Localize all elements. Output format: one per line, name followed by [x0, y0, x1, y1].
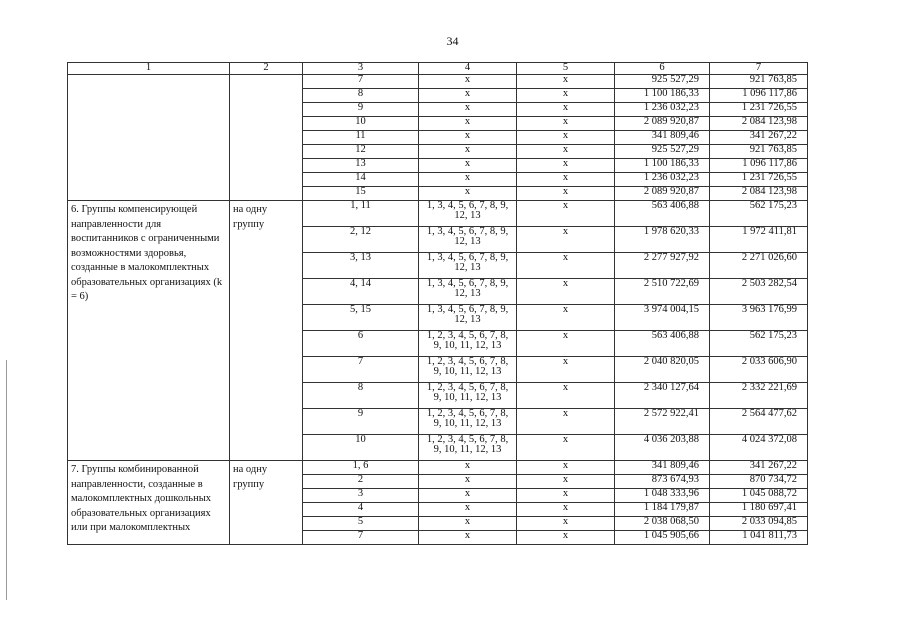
table-row — [68, 201, 808, 227]
col4-cell: 1, 2, 3, 4, 5, 6, 7, 8, 9, 10, 11, 12, 13 — [419, 383, 517, 409]
col7-value-cell: 2 564 477,62 — [710, 409, 808, 435]
col6-value-cell: 873 674,93 — [615, 475, 710, 489]
col5-cell: x — [517, 173, 615, 187]
col6-value-cell: 2 277 927,92 — [615, 253, 710, 279]
col5-cell: x — [517, 331, 615, 357]
col3-cell: 9 — [303, 409, 419, 435]
col3-cell: 14 — [303, 173, 419, 187]
col7-value-cell: 1 096 117,86 — [710, 89, 808, 103]
col6-value-cell: 1 236 032,23 — [615, 103, 710, 117]
col7-value-cell: 2 033 094,85 — [710, 517, 808, 531]
col6-value-cell: 563 406,88 — [615, 201, 710, 227]
col6-value-cell: 2 340 127,64 — [615, 383, 710, 409]
col3-cell: 4, 14 — [303, 279, 419, 305]
col4-cell: 1, 3, 4, 5, 6, 7, 8, 9, 12, 13 — [419, 227, 517, 253]
col6-value-cell: 2 089 920,87 — [615, 187, 710, 201]
col5-cell: x — [517, 89, 615, 103]
col3-cell: 12 — [303, 145, 419, 159]
col6-value-cell: 341 809,46 — [615, 461, 710, 475]
col7-value-cell: 1 041 811,73 — [710, 531, 808, 545]
col3-cell: 1, 6 — [303, 461, 419, 475]
col7-value-cell: 921 763,85 — [710, 75, 808, 89]
col6-value-cell: 341 809,46 — [615, 131, 710, 145]
col5-cell: x — [517, 201, 615, 227]
col6-value-cell: 1 100 186,33 — [615, 159, 710, 173]
header-cell: 6 — [615, 63, 710, 75]
header-row — [68, 63, 808, 75]
col5-cell: x — [517, 253, 615, 279]
col5-cell: x — [517, 409, 615, 435]
header-cell: 5 — [517, 63, 615, 75]
col7-value-cell: 2 084 123,98 — [710, 117, 808, 131]
header-cell: 3 — [303, 63, 419, 75]
col5-cell: x — [517, 75, 615, 89]
group6-name-cell: 6. Группы компенсирующей направленности для воспитанников с ограниченными возможностями здоровья, созданные в малокомплектных образовательных организациях (k = 6) — [68, 201, 230, 461]
col7-value-cell: 341 267,22 — [710, 131, 808, 145]
col3-cell: 7 — [303, 531, 419, 545]
col6-value-cell: 2 572 922,41 — [615, 409, 710, 435]
col4-cell: x — [419, 75, 517, 89]
col5-cell: x — [517, 305, 615, 331]
col6-value-cell: 563 406,88 — [615, 331, 710, 357]
col6-value-cell: 3 974 004,15 — [615, 305, 710, 331]
continuation-name-cell — [68, 75, 230, 201]
col4-cell: x — [419, 503, 517, 517]
col6-value-cell: 4 036 203,88 — [615, 435, 710, 461]
col3-cell: 10 — [303, 117, 419, 131]
col7-value-cell: 1 972 411,81 — [710, 227, 808, 253]
col5-cell: x — [517, 145, 615, 159]
col4-cell: x — [419, 89, 517, 103]
col6-value-cell: 2 510 722,69 — [615, 279, 710, 305]
col4-cell: x — [419, 145, 517, 159]
tariff-table — [67, 62, 808, 545]
col7-value-cell: 1 231 726,55 — [710, 103, 808, 117]
page-number: 34 — [446, 34, 459, 48]
col5-cell: x — [517, 475, 615, 489]
header-cell: 2 — [230, 63, 303, 75]
col3-cell: 10 — [303, 435, 419, 461]
col5-cell: x — [517, 503, 615, 517]
col4-cell: x — [419, 489, 517, 503]
col4-cell: 1, 2, 3, 4, 5, 6, 7, 8, 9, 10, 11, 12, 13 — [419, 357, 517, 383]
col4-cell: x — [419, 475, 517, 489]
col7-value-cell: 1 096 117,86 — [710, 159, 808, 173]
col3-cell: 6 — [303, 331, 419, 357]
col4-cell: 1, 3, 4, 5, 6, 7, 8, 9, 12, 13 — [419, 201, 517, 227]
col7-value-cell: 2 084 123,98 — [710, 187, 808, 201]
col4-cell: x — [419, 173, 517, 187]
header-cell: 1 — [68, 63, 230, 75]
col6-value-cell: 1 978 620,33 — [615, 227, 710, 253]
col7-value-cell: 2 503 282,54 — [710, 279, 808, 305]
col5-cell: x — [517, 489, 615, 503]
col6-value-cell: 2 040 820,05 — [615, 357, 710, 383]
col3-cell: 1, 11 — [303, 201, 419, 227]
col5-cell: x — [517, 461, 615, 475]
col4-cell: x — [419, 103, 517, 117]
col4-cell: 1, 2, 3, 4, 5, 6, 7, 8, 9, 10, 11, 12, 13 — [419, 435, 517, 461]
col4-cell: 1, 2, 3, 4, 5, 6, 7, 8, 9, 10, 11, 12, 13 — [419, 409, 517, 435]
col4-cell: x — [419, 131, 517, 145]
col7-value-cell: 2 271 026,60 — [710, 253, 808, 279]
page-edge-line — [6, 360, 7, 600]
col7-value-cell: 562 175,23 — [710, 201, 808, 227]
col7-value-cell: 2 033 606,90 — [710, 357, 808, 383]
col7-value-cell: 1 180 697,41 — [710, 503, 808, 517]
col4-cell: x — [419, 159, 517, 173]
col7-value-cell: 341 267,22 — [710, 461, 808, 475]
header-cell: 4 — [419, 63, 517, 75]
col3-cell: 5 — [303, 517, 419, 531]
group6-unit-cell: на одну группу — [230, 201, 303, 461]
col6-value-cell: 1 100 186,33 — [615, 89, 710, 103]
col5-cell: x — [517, 227, 615, 253]
col6-value-cell: 1 048 333,96 — [615, 489, 710, 503]
col5-cell: x — [517, 187, 615, 201]
col7-value-cell: 921 763,85 — [710, 145, 808, 159]
col7-value-cell: 1 231 726,55 — [710, 173, 808, 187]
col7-value-cell: 2 332 221,69 — [710, 383, 808, 409]
table-body — [68, 75, 808, 545]
col3-cell: 7 — [303, 357, 419, 383]
col4-cell: x — [419, 461, 517, 475]
table-row — [68, 461, 808, 475]
col3-cell: 7 — [303, 75, 419, 89]
col5-cell: x — [517, 383, 615, 409]
col4-cell: 1, 3, 4, 5, 6, 7, 8, 9, 12, 13 — [419, 305, 517, 331]
col5-cell: x — [517, 517, 615, 531]
col3-cell: 8 — [303, 383, 419, 409]
col4-cell: x — [419, 531, 517, 545]
col3-cell: 8 — [303, 89, 419, 103]
col6-value-cell: 2 089 920,87 — [615, 117, 710, 131]
col5-cell: x — [517, 279, 615, 305]
col3-cell: 3 — [303, 489, 419, 503]
col7-value-cell: 870 734,72 — [710, 475, 808, 489]
col5-cell: x — [517, 103, 615, 117]
col5-cell: x — [517, 159, 615, 173]
col3-cell: 2, 12 — [303, 227, 419, 253]
col3-cell: 9 — [303, 103, 419, 117]
col3-cell: 3, 13 — [303, 253, 419, 279]
col7-value-cell: 1 045 088,72 — [710, 489, 808, 503]
col6-value-cell: 925 527,29 — [615, 145, 710, 159]
col4-cell: x — [419, 187, 517, 201]
header-cell: 7 — [710, 63, 808, 75]
col5-cell: x — [517, 357, 615, 383]
col5-cell: x — [517, 117, 615, 131]
continuation-unit-cell — [230, 75, 303, 201]
col6-value-cell: 1 184 179,87 — [615, 503, 710, 517]
col3-cell: 11 — [303, 131, 419, 145]
col4-cell: x — [419, 517, 517, 531]
col3-cell: 2 — [303, 475, 419, 489]
col7-value-cell: 4 024 372,08 — [710, 435, 808, 461]
table-row — [68, 75, 808, 89]
col7-value-cell: 3 963 176,99 — [710, 305, 808, 331]
col6-value-cell: 2 038 068,50 — [615, 517, 710, 531]
col7-value-cell: 562 175,23 — [710, 331, 808, 357]
col6-value-cell: 925 527,29 — [615, 75, 710, 89]
col5-cell: x — [517, 531, 615, 545]
group7-unit-cell: на одну группу — [230, 461, 303, 545]
tariff-table-wrapper — [67, 62, 808, 545]
col5-cell: x — [517, 435, 615, 461]
col4-cell: 1, 2, 3, 4, 5, 6, 7, 8, 9, 10, 11, 12, 13 — [419, 331, 517, 357]
col6-value-cell: 1 045 905,66 — [615, 531, 710, 545]
col3-cell: 4 — [303, 503, 419, 517]
group7-name-cell: 7. Группы комбинированной направленности, созданные в малокомплектных дошкольных образовательных организациях или при малокомплектных — [68, 461, 230, 545]
col3-cell: 5, 15 — [303, 305, 419, 331]
col6-value-cell: 1 236 032,23 — [615, 173, 710, 187]
col4-cell: 1, 3, 4, 5, 6, 7, 8, 9, 12, 13 — [419, 279, 517, 305]
col3-cell: 15 — [303, 187, 419, 201]
col5-cell: x — [517, 131, 615, 145]
col3-cell: 13 — [303, 159, 419, 173]
col4-cell: x — [419, 117, 517, 131]
col4-cell: 1, 3, 4, 5, 6, 7, 8, 9, 12, 13 — [419, 253, 517, 279]
